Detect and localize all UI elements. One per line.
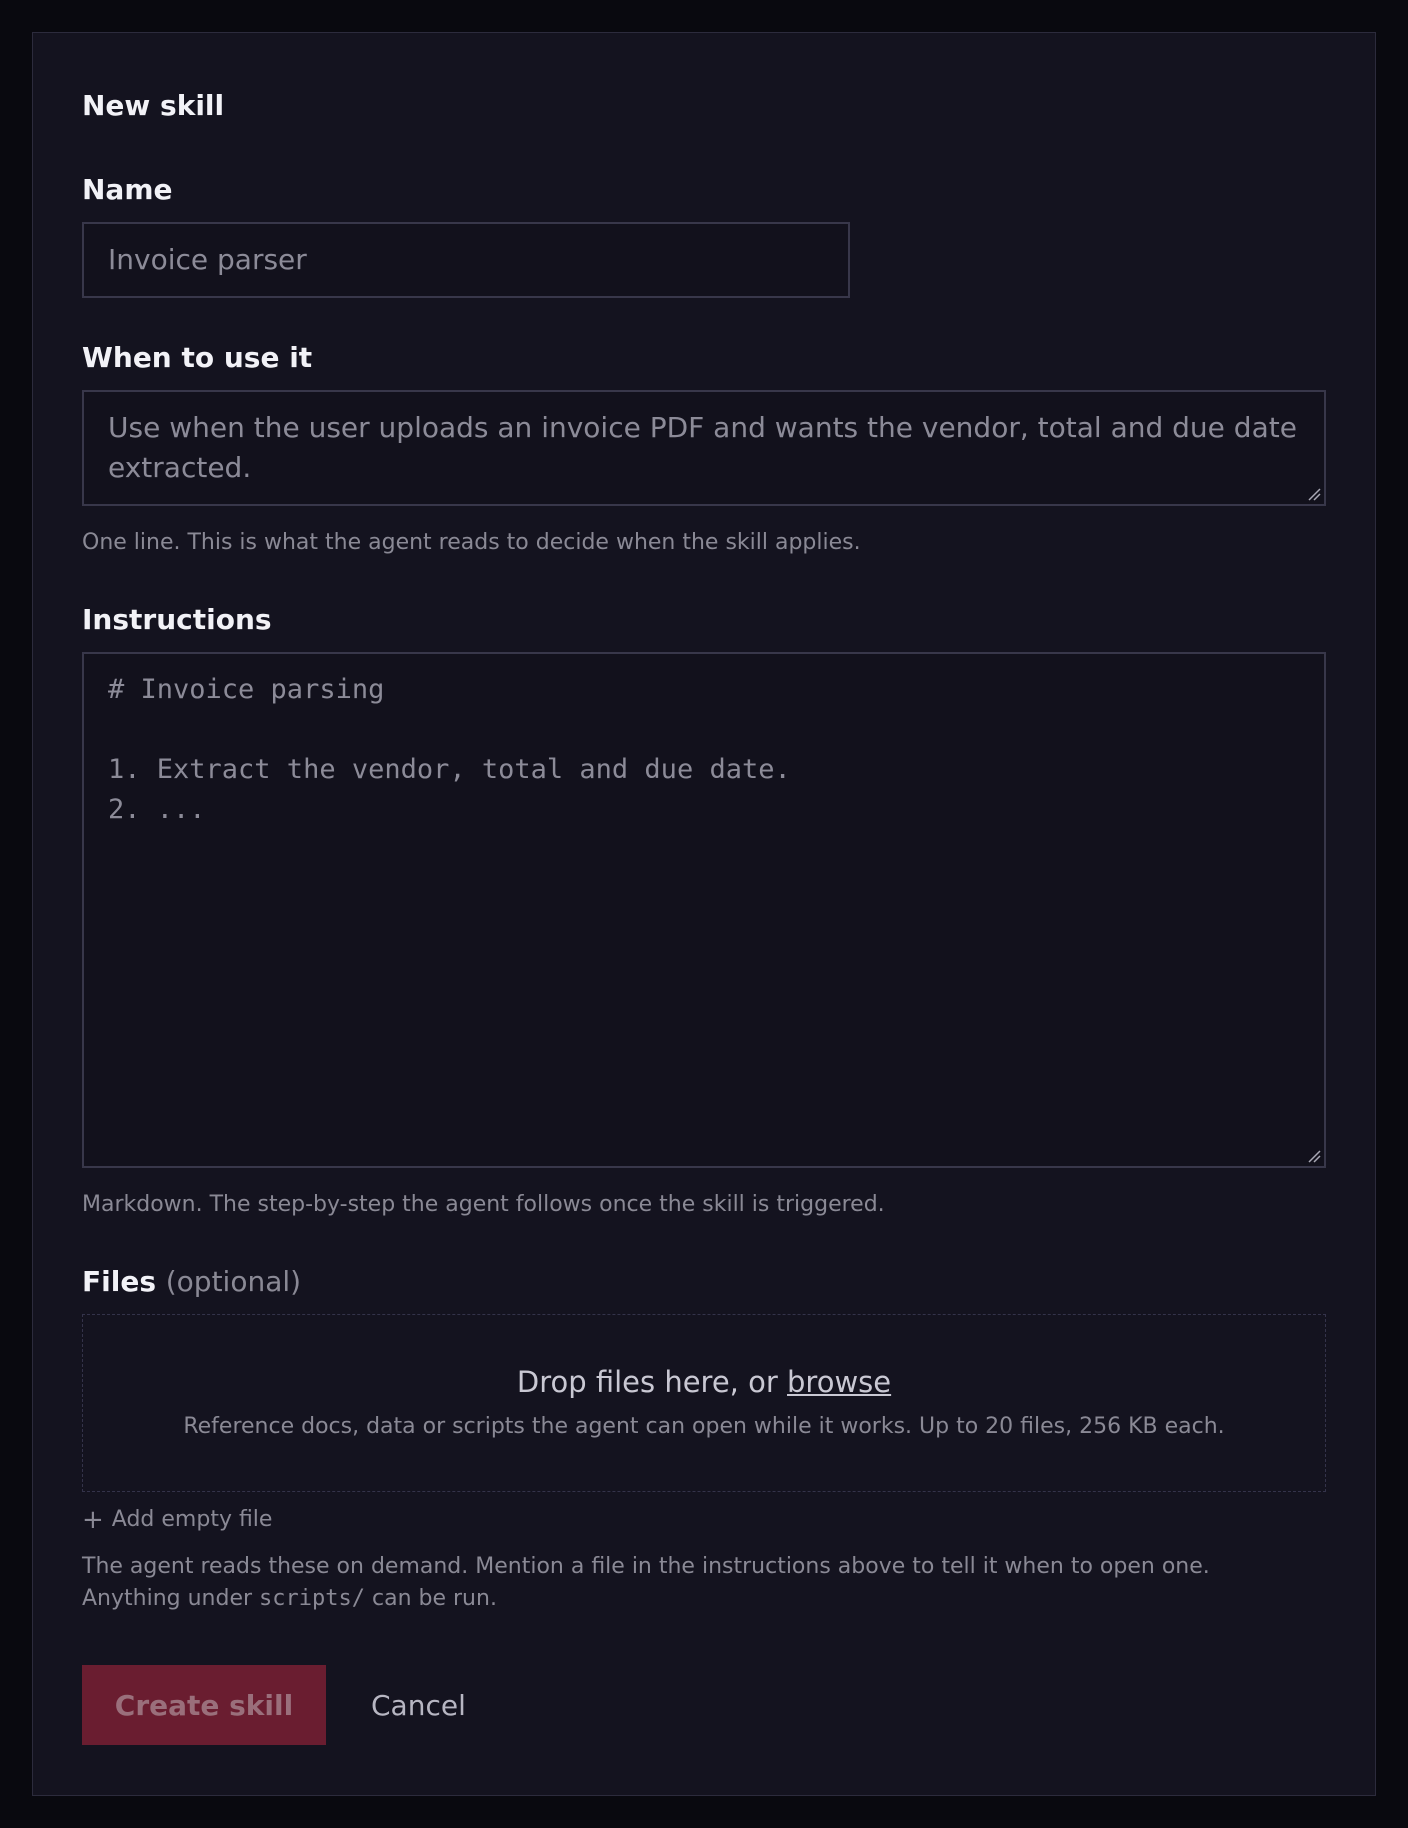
add-empty-file-button[interactable] <box>82 1504 273 1535</box>
plus-icon: + <box>82 1504 104 1535</box>
files-label-text: Files <box>82 1265 156 1298</box>
name-input[interactable] <box>82 222 850 298</box>
files-help-line-2 <box>82 1583 1210 1615</box>
instructions-label: Instructions <box>82 603 272 636</box>
page-title: New skill <box>82 89 225 122</box>
instructions-line: # Invoice parsing <box>108 674 385 705</box>
instructions-placeholder <box>108 670 1300 830</box>
when-textarea[interactable] <box>82 390 1326 506</box>
name-placeholder: Invoice parser <box>108 243 307 276</box>
resize-grip-icon[interactable] <box>1307 1149 1321 1163</box>
resize-grip-icon[interactable] <box>1307 487 1321 501</box>
files-help-line-1: The agent reads these on demand. Mention a file in the instructions above to tell it when to open one. <box>82 1554 1210 1579</box>
new-skill-panel <box>32 32 1376 1796</box>
drop-text: Drop files here, or <box>516 1365 778 1399</box>
instructions-help-text: Markdown. The step-by-step the agent follows once the skill is triggered. <box>82 1192 885 1217</box>
browse-link[interactable]: browse <box>787 1365 892 1399</box>
when-help-text: One line. This is what the agent reads to decide when the skill applies. <box>82 530 861 555</box>
cancel-button[interactable]: Cancel <box>371 1688 466 1722</box>
drop-prompt <box>83 1365 1325 1399</box>
name-label: Name <box>82 173 173 206</box>
instructions-line <box>108 710 1300 750</box>
file-dropzone[interactable] <box>82 1314 1326 1492</box>
files-help-text <box>82 1551 1210 1615</box>
scripts-path-code: scripts/ <box>259 1586 365 1611</box>
instructions-textarea[interactable] <box>82 652 1326 1168</box>
files-help-post: can be run. <box>372 1586 497 1611</box>
add-empty-file-label: Add empty file <box>111 1507 273 1532</box>
drop-subtext: Reference docs, data or scripts the agent can open while it works. Up to 20 files, 256 KB each. <box>183 1414 1225 1439</box>
files-optional-text: (optional) <box>165 1265 302 1298</box>
create-skill-button[interactable]: Create skill <box>82 1665 326 1745</box>
instructions-line: 1. Extract the vendor, total and due date. <box>108 754 791 785</box>
when-label: When to use it <box>82 341 313 374</box>
when-placeholder: Use when the user uploads an invoice PDF and wants the vendor, total and due date extracted. <box>108 411 1297 484</box>
instructions-line: 2. ... <box>108 794 206 825</box>
files-help-pre: Anything under <box>82 1586 253 1611</box>
files-label <box>82 1265 301 1298</box>
